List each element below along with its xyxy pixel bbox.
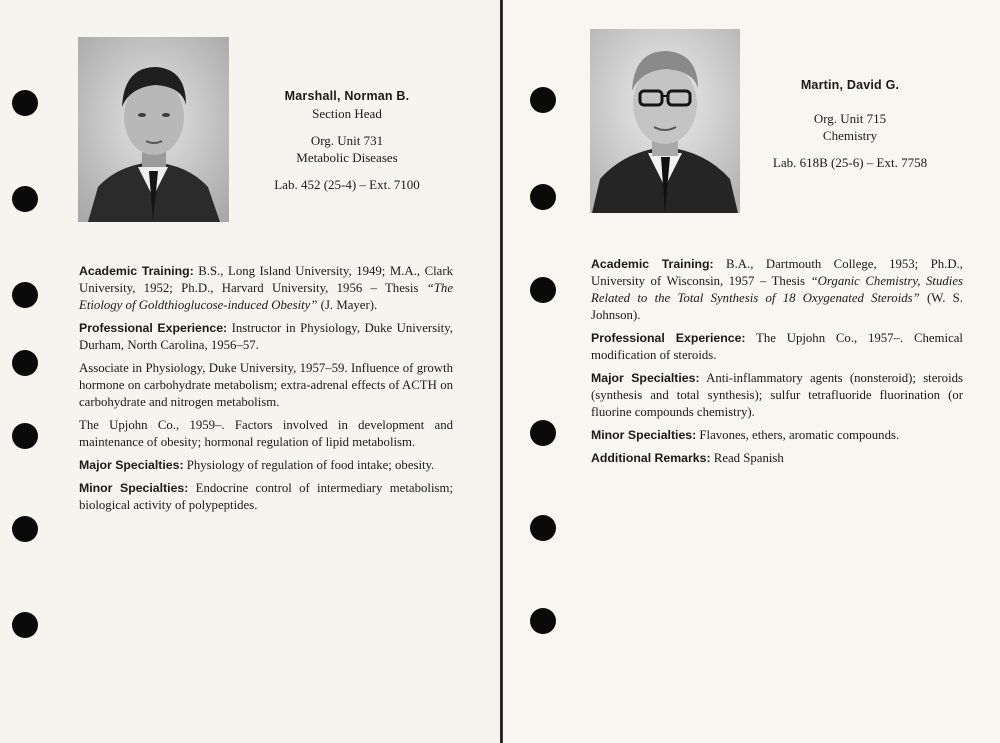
section-label: Major Specialties: <box>79 458 184 472</box>
section-label: Academic Training: <box>591 257 714 271</box>
biography <box>79 263 453 520</box>
minor-specialties-text: Endocrine control of intermediary metabolism; biological activity of polypeptides. <box>79 481 453 512</box>
section-label: Minor Specialties: <box>79 481 189 495</box>
major-specialties-text: Physiology of regulation of food intake; obesity. <box>183 458 435 472</box>
id-block <box>242 88 452 193</box>
thesis-advisor: (J. Mayer). <box>317 298 378 312</box>
section-label: Academic Training: <box>79 264 194 278</box>
major-specialties <box>79 457 453 474</box>
binder-hole <box>530 184 556 210</box>
portrait-photo <box>78 37 229 222</box>
person-name: Martin, David G. <box>800 78 900 92</box>
professional-experience <box>591 330 963 364</box>
section-label: Major Specialties: <box>591 371 700 385</box>
biography <box>591 256 963 473</box>
professional-experience-text: Instructor in Physiology, Duke University, Durham, North Carolina, 1956–57. <box>79 321 453 352</box>
section-label: Professional Experience: <box>79 321 228 335</box>
lab-extension: Lab. 452 (25-4) – Ext. 7100 <box>274 177 420 192</box>
right-page <box>503 0 1000 743</box>
thesis-title: “The Etiology of Goldthioglucose-induced Obesity” <box>79 281 453 312</box>
major-specialties-text: Anti-inflammatory agents (nonsteroid); steroids (synthesis and total synthesis); sulfur tetrafluoride fluorination (or fluorine compounds chemistry). <box>591 371 963 419</box>
lab-extension: Lab. 618B (25-6) – Ext. 7758 <box>772 155 928 170</box>
binder-hole <box>12 350 38 376</box>
professional-experience <box>79 320 453 354</box>
academic-training-text: B.S., Long Island University, 1949; M.A., Clark University, 1952; Ph.D., Harvard University, 1956 – Thesis <box>79 264 454 295</box>
additional-remarks <box>591 450 963 467</box>
minor-specialties <box>591 427 963 444</box>
org-unit: Org. Unit 731 <box>310 133 384 148</box>
portrait-photo <box>590 29 740 213</box>
org-unit: Org. Unit 715 <box>813 111 887 126</box>
binder-hole <box>12 90 38 116</box>
binder-hole <box>530 87 556 113</box>
section-label: Professional Experience: <box>591 331 746 345</box>
department: Chemistry <box>822 128 878 143</box>
experience-paragraph: Associate in Physiology, Duke University, 1957–59. Influence of growth hormone on carbohydrate metabolism; extra-adrenal effects of ACTH on carbohydrate and nitrogen metabolism. <box>79 361 453 409</box>
job-title: Section Head <box>312 106 382 121</box>
additional-remarks-text: Read Spanish <box>710 451 784 465</box>
major-specialties <box>591 370 963 421</box>
binder-hole <box>12 516 38 542</box>
person-name: Marshall, Norman B. <box>284 89 410 103</box>
academic-training-text: B.A., Dartmouth College, 1953; Ph.D., University of Wisconsin, 1957 – Thesis <box>591 257 963 288</box>
binder-hole <box>12 612 38 638</box>
binder-hole <box>530 420 556 446</box>
thesis-title: “Organic Chemistry, Studies Related to the Total Synthesis of 18 Oxygenated Steroids” <box>591 274 963 305</box>
section-label: Additional Remarks: <box>591 451 711 465</box>
academic-training <box>79 263 453 314</box>
binder-hole <box>530 608 556 634</box>
professional-experience-text: The Upjohn Co., 1957–. Chemical modification of steroids. <box>591 331 963 362</box>
section-label: Minor Specialties: <box>591 428 697 442</box>
binder-hole <box>530 277 556 303</box>
binder-hole <box>12 282 38 308</box>
minor-specialties-text: Flavones, ethers, aromatic compounds. <box>696 428 900 442</box>
binder-hole <box>530 515 556 541</box>
minor-specialties <box>79 480 453 514</box>
academic-training <box>591 256 963 324</box>
experience-paragraph: The Upjohn Co., 1959–. Factors involved in development and maintenance of obesity; hormonal regulation of lipid metabolism. <box>79 418 453 449</box>
department: Metabolic Diseases <box>296 150 398 165</box>
binder-hole <box>12 186 38 212</box>
binder-hole <box>12 423 38 449</box>
thesis-advisor: (W. S. Johnson). <box>591 291 963 322</box>
id-block <box>750 77 950 171</box>
